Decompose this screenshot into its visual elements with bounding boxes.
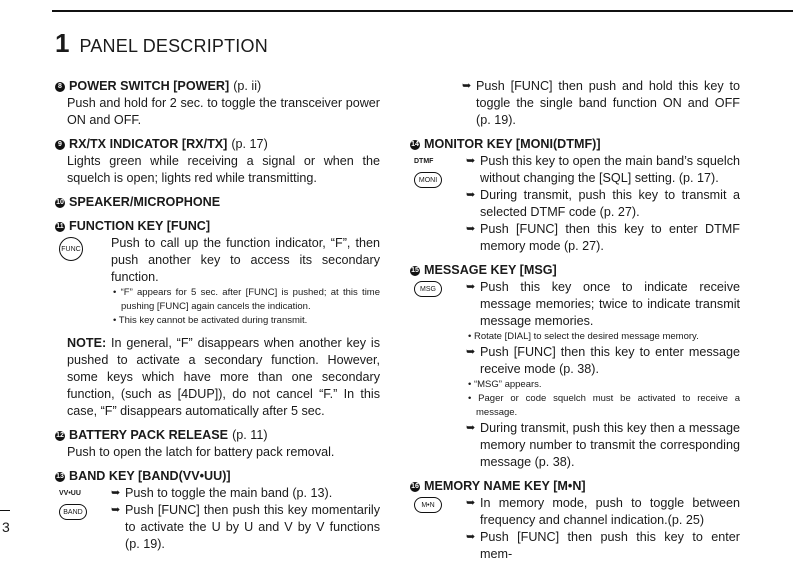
section-heading: MONITOR KEY [MONI(DTMF)]	[424, 137, 601, 151]
page-ref: (p. ii)	[233, 79, 262, 93]
section-text: Lights green while receiving a signal or when the squelch is open; lights red while transmitting.	[67, 154, 380, 185]
band-key-section	[55, 468, 380, 553]
arrow-icon: ➥	[466, 155, 476, 167]
arrow-icon: ➥	[466, 223, 476, 235]
note-text: In general, “F” disappears when another key is pushed to activate a secondary function. However, some keys which have more than one secondary function, (such as [4DUP]), do not cancel “F.” In this case, “F” disappears automatically after 5 sec.	[67, 336, 380, 418]
arrow-icon: ➥	[466, 281, 476, 293]
note-block	[55, 335, 380, 420]
arrow-icon: ➥	[111, 487, 121, 499]
moni-key-icon: MONI	[414, 172, 442, 188]
section-heading: MESSAGE KEY [MSG]	[424, 263, 557, 277]
section-heading: POWER SWITCH [POWER]	[69, 79, 230, 93]
chapter-number: 1	[55, 28, 70, 58]
page-edge-tick	[0, 510, 10, 511]
message-key-section	[410, 262, 740, 471]
arrow-icon: ➥	[466, 189, 476, 201]
secondary-label: DTMF	[414, 158, 434, 165]
section-heading: BAND KEY [BAND(VV•UU)]	[69, 469, 231, 483]
sub-bullet: • This key cannot be activated during transmit.	[113, 315, 308, 326]
section-heading: MEMORY NAME KEY [M•N]	[424, 479, 586, 493]
section-heading: BATTERY PACK RELEASE	[69, 428, 229, 442]
section-heading: SPEAKER/MICROPHONE	[69, 195, 221, 209]
sub-bullet: • “F” appears for 5 sec. after [FUNC] is pushed; at this time pushing [FUNC] again cancels the indication.	[113, 287, 380, 312]
sub-bullet: • Rotate [DIAL] to select the desired message memory.	[468, 331, 699, 342]
right-column	[410, 78, 740, 570]
sub-bullet: • “MSG” appears.	[468, 379, 542, 390]
action-text: Push this key once to indicate receive message memories; twice to indicate transmit message memories.	[480, 280, 740, 328]
band-key-icon: BAND	[59, 504, 87, 520]
arrow-icon: ➥	[466, 346, 476, 358]
section-text: Push to call up the function indicator, “F”, then push another key to access its secondary function.	[111, 236, 380, 284]
action-text: Push to toggle the main band (p. 13).	[125, 486, 333, 500]
chapter-title: PANEL DESCRIPTION	[79, 36, 268, 56]
power-switch-section	[55, 78, 380, 129]
action-text: Push [FUNC] then this key to enter DTMF memory mode (p. 27).	[480, 222, 740, 253]
item-badge: 11	[56, 223, 64, 230]
action-text: Push [FUNC] then push and hold this key to toggle the single band function ON and OFF (p. 19).	[476, 79, 740, 127]
section-text: Push and hold for 2 sec. to toggle the transceiver power ON and OFF.	[67, 96, 380, 127]
action-text: In memory mode, push to toggle between frequency and channel indication.(p. 25)	[480, 496, 740, 527]
arrow-icon: ➥	[111, 504, 121, 516]
page-ref: (p. 11)	[232, 428, 268, 442]
battery-release-section	[55, 427, 380, 461]
item-badge: 14	[411, 141, 419, 148]
left-column	[55, 78, 380, 560]
item-badge: 10	[56, 199, 64, 206]
speaker-microphone-section	[55, 194, 380, 211]
action-text: Push this key to open the main band’s squelch without changing the [SQL] setting. (p. 17).	[480, 154, 740, 185]
action-text: Push [FUNC] then push this key to enter mem-	[480, 530, 740, 561]
section-text: Push to open the latch for battery pack removal.	[67, 445, 335, 459]
note-label: NOTE:	[67, 336, 107, 350]
arrow-icon: ➥	[466, 497, 476, 509]
top-rule	[52, 10, 793, 12]
rxtx-indicator-section	[55, 136, 380, 187]
action-text: During transmit, push this key to transmit a selected DTMF code (p. 27).	[480, 188, 740, 219]
action-text: Push [FUNC] then this key to enter message receive mode (p. 38).	[480, 345, 740, 376]
item-badge: 15	[411, 267, 419, 274]
item-badge: 13	[56, 473, 64, 480]
page-number: 3	[2, 519, 10, 535]
section-heading: RX/TX INDICATOR [RX/TX]	[69, 137, 228, 151]
item-badge: 16	[411, 483, 419, 490]
section-heading: FUNCTION KEY [FUNC]	[69, 219, 211, 233]
action-text: Push [FUNC] then push this key momentarily to activate the U by U and V by V functions (p. 19).	[125, 503, 380, 551]
msg-key-icon: MSG	[414, 281, 442, 297]
item-badge: 12	[56, 432, 64, 439]
monitor-key-section	[410, 136, 740, 255]
secondary-label: VV•UU	[59, 490, 81, 497]
func-key-icon: FUNC	[59, 237, 83, 261]
page-ref: (p. 17)	[231, 137, 268, 151]
action-text: During transmit, push this key then a message memory number to transmit the corresponding message (p. 38).	[480, 421, 740, 469]
item-badge: 9	[55, 140, 65, 150]
page-header	[55, 28, 268, 59]
band-key-continued	[410, 78, 740, 129]
arrow-icon: ➥	[466, 422, 476, 434]
arrow-icon: ➥	[462, 80, 472, 92]
memory-name-key-section	[410, 478, 740, 563]
arrow-icon: ➥	[466, 531, 476, 543]
sub-bullet: • Pager or code squelch must be activated to receive a message.	[468, 393, 740, 418]
item-badge: 8	[55, 82, 65, 92]
function-key-section	[55, 218, 380, 328]
mn-key-icon: M•N	[414, 497, 442, 513]
